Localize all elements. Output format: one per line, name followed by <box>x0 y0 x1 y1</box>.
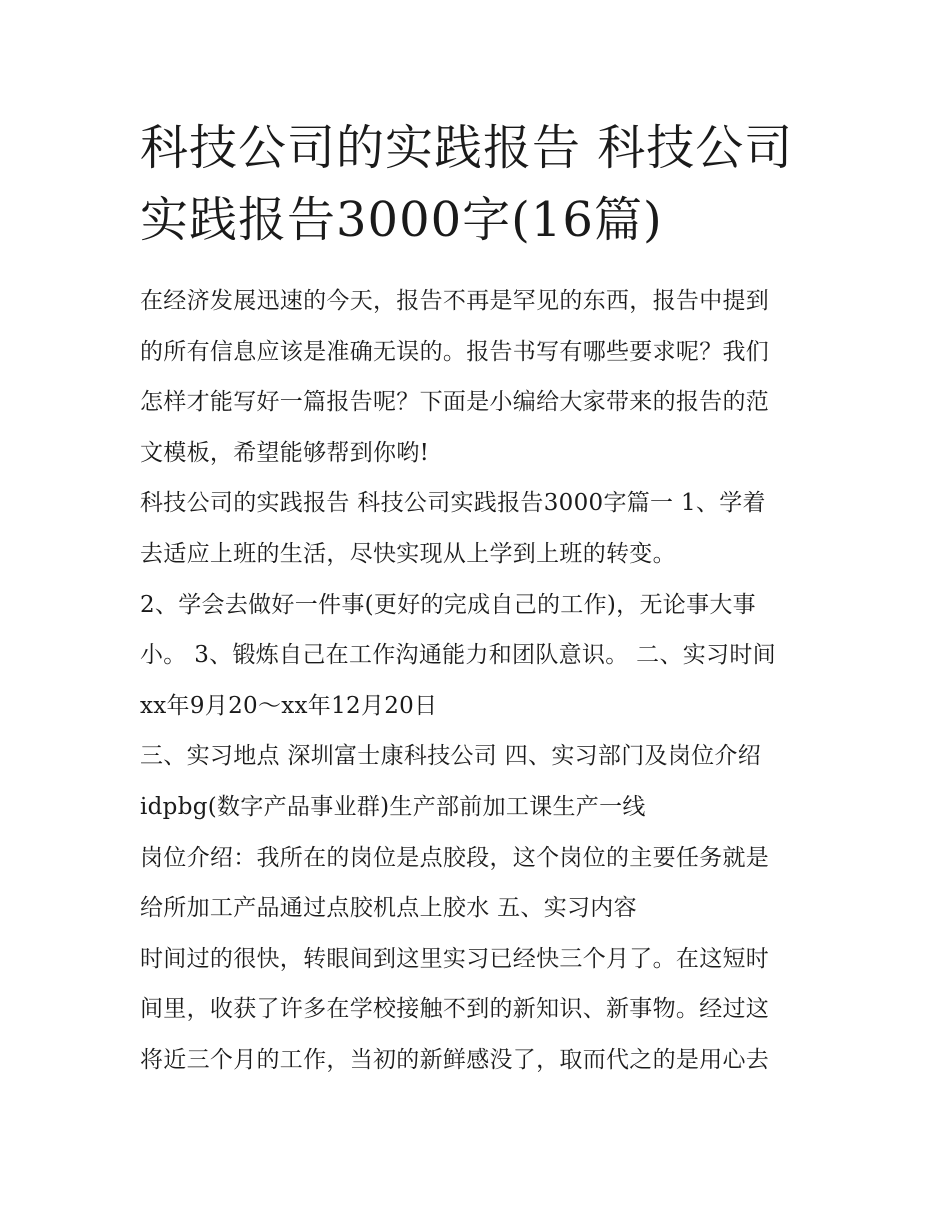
body-line-4: 文模板，希望能够帮到你哟! <box>140 439 430 466</box>
body-line-2: 的所有信息应该是准确无误的。报告书写有哪些要求呢？我们 <box>140 338 770 365</box>
body-line-8: 小。 3、锻炼自己在工作沟通能力和团队意识。 二、实习时间 <box>140 642 776 669</box>
body-line-7: 2、学会去做好一件事(更好的完成自己的工作)，无论事大事 <box>140 591 756 618</box>
body-line-16: 将近三个月的工作，当初的新鲜感没了，取而代之的是用心去 <box>140 1046 770 1073</box>
body-line-6: 去适应上班的生活，尽快实现从上学到上班的转变。 <box>140 540 676 567</box>
title-line-2: 实践报告3000字(16篇) <box>140 192 663 248</box>
body-line-3: 怎样才能写好一篇报告呢？下面是小编给大家带来的报告的范 <box>140 389 770 416</box>
body-line-12: 岗位介绍：我所在的岗位是点胶段，这个岗位的主要任务就是 <box>140 844 770 871</box>
body-line-1: 在经济发展迅速的今天，报告不再是罕见的东西，报告中提到 <box>140 288 770 314</box>
body-line-13: 给所加工产品通过点胶机点上胶水 五、实习内容 <box>140 895 637 922</box>
body-line-15: 间里，收获了许多在学校接触不到的新知识、新事物。经过这 <box>140 996 770 1023</box>
body-line-9: xx年9月20～xx年12月20日 <box>140 692 438 719</box>
document-body <box>140 276 820 1086</box>
body-line-14: 时间过的很快，转眼间到这里实习已经快三个月了。在这短时 <box>140 945 770 972</box>
body-line-5: 科技公司的实践报告 科技公司实践报告3000字篇一 1、学着 <box>140 490 766 517</box>
document-title <box>140 112 820 256</box>
body-line-11: idpbg(数字产品事业群)生产部前加工课生产一线 <box>140 793 646 820</box>
title-line-1: 科技公司的实践报告 科技公司 <box>140 120 794 176</box>
body-line-10: 三、实习地点 深圳富士康科技公司 四、实习部门及岗位介绍 <box>140 743 762 770</box>
